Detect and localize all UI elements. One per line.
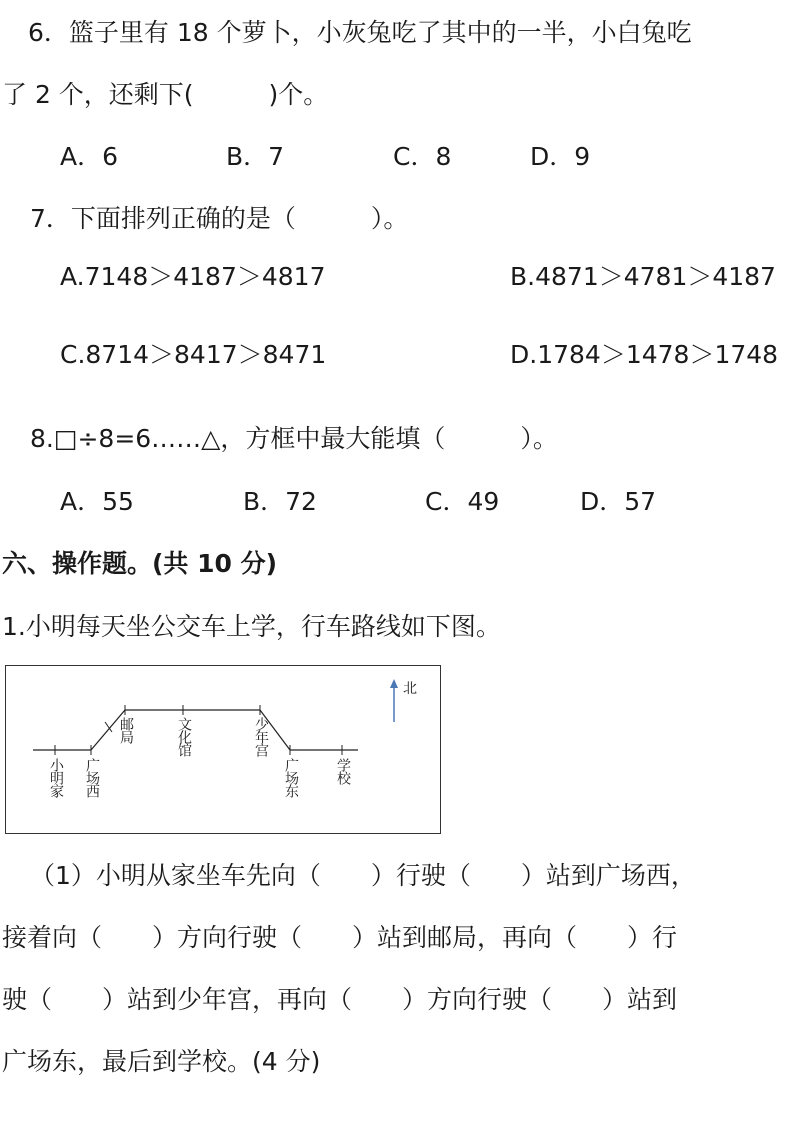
q7-option-c: C.8714＞8417＞8471: [60, 340, 327, 369]
q8-option-d: D．57: [580, 487, 657, 516]
station-square-west: 广场西: [84, 758, 100, 797]
sub1-line-2: 接着向（ ）方向行驶（ ）站到邮局，再向（ ）行: [2, 923, 678, 952]
q6-line-2: 了 2 个，还剩下( )个。: [2, 80, 329, 109]
q8-option-a: A．55: [60, 487, 134, 516]
q6-option-b: B．7: [226, 142, 285, 171]
q8-option-c: C．49: [425, 487, 500, 516]
q6-option-d: D．9: [530, 142, 591, 171]
q7-stem: 7．下面排列正确的是（ ）。: [30, 204, 409, 233]
sub1-line-3: 驶（ ）站到少年宫，再向（ ）方向行驶（ ）站到: [2, 985, 678, 1014]
station-culture-hall: 文化馆: [176, 717, 192, 756]
station-youth-palace: 少年宫: [253, 717, 269, 756]
q7-option-b: B.4871＞4781＞4187: [510, 262, 776, 291]
route-line: [33, 710, 358, 750]
section-title: 六、操作题。(共 10 分): [2, 549, 278, 578]
station-school: 学校: [335, 758, 351, 784]
q7-option-a: A.7148＞4187＞4817: [60, 262, 326, 291]
q8-option-b: B．72: [243, 487, 317, 516]
station-post-office: 邮局: [118, 717, 134, 743]
q6-option-a: A．6: [60, 142, 119, 171]
station-square-east: 广场东: [283, 758, 299, 797]
north-label: 北: [403, 681, 417, 697]
bus-route-map: [5, 665, 441, 834]
q6-line-1: 6．篮子里有 18 个萝卜，小灰兔吃了其中的一半，小白兔吃: [28, 18, 692, 47]
q6-option-c: C．8: [393, 142, 452, 171]
sub1-line-4: 广场东，最后到学校。(4 分): [2, 1047, 321, 1076]
question-1-stem: 1.小明每天坐公交车上学，行车路线如下图。: [2, 612, 501, 641]
q8-stem: 8.□÷8=6……△，方框中最大能填（ ）。: [30, 424, 558, 453]
station-home: 小明家: [48, 758, 64, 797]
q7-option-d: D.1784＞1478＞1748: [510, 340, 779, 369]
route-diagram: [5, 665, 441, 834]
north-arrow-icon: [390, 679, 398, 688]
sub1-line-1: （1）小明从家坐车先向（ ）行驶（ ）站到广场西，: [30, 861, 696, 890]
